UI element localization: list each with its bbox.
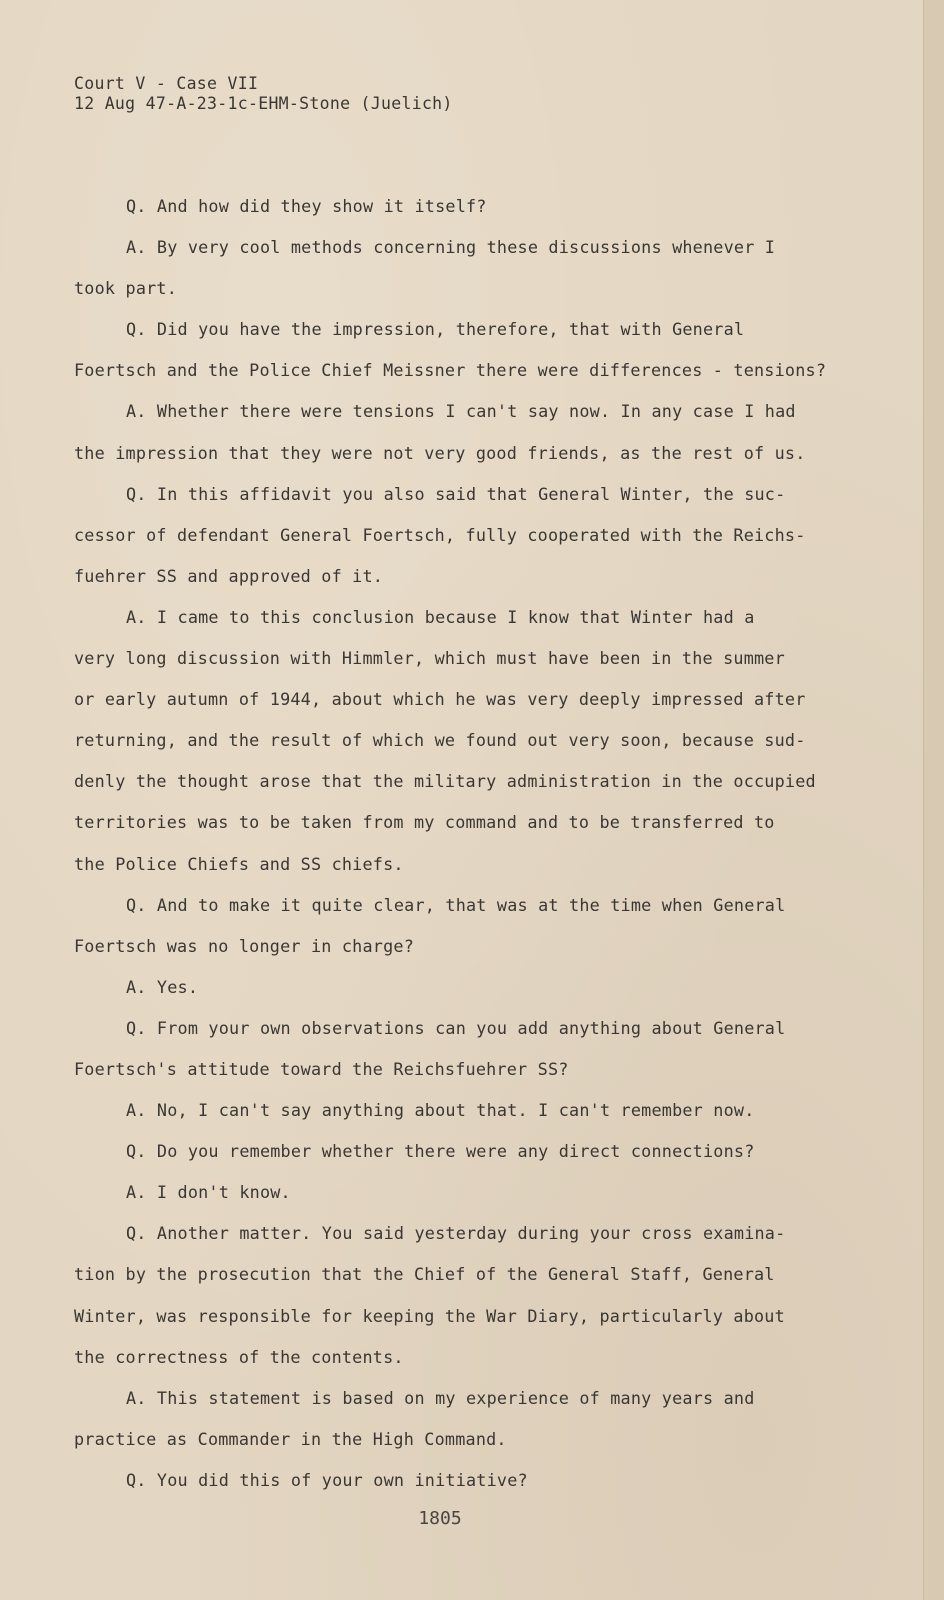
- text-line: A. This statement is based on my experience of many years and: [126, 1387, 755, 1408]
- text-line: territories was to be taken from my command and to be transferred to: [74, 812, 775, 833]
- text-line: took part.: [74, 278, 178, 299]
- date-reference-line: 12 Aug 47-A-23-1c-EHM-Stone (Juelich): [74, 94, 453, 113]
- text-line: Q. And how did they show it itself?: [126, 196, 487, 216]
- text-line: the Police Chiefs and SS chiefs.: [74, 853, 404, 874]
- text-line: Foertsch and the Police Chief Meissner there were differences - tensions?: [74, 360, 827, 381]
- text-line: A. Whether there were tensions I can't say now. In any case I had: [126, 401, 796, 422]
- text-line: Q. Did you have the impression, therefore, that with General: [126, 319, 745, 340]
- text-line: very long discussion with Himmler, which must have been in the summer: [74, 648, 785, 669]
- text-line: A. By very cool methods concerning these discussions whenever I: [126, 237, 776, 258]
- page-number: 1805: [418, 1508, 462, 1529]
- transcript-body: [74, 186, 834, 1501]
- court-case-line: Court V - Case VII: [74, 74, 259, 93]
- text-line: returning, and the result of which we found out very soon, because sud-: [74, 730, 806, 751]
- text-line: Q. Another matter. You said yesterday during your cross examina-: [126, 1223, 786, 1244]
- text-line: Foertsch was no longer in charge?: [74, 935, 415, 956]
- text-line: Q. And to make it quite clear, that was at the time when General: [126, 894, 786, 915]
- text-line: A. I don't know.: [126, 1182, 291, 1203]
- text-line: Q. In this affidavit you also said that General Winter, the suc-: [126, 483, 786, 504]
- text-line: A. I came to this conclusion because I know that Winter had a: [126, 606, 755, 627]
- text-line: Q. You did this of your own initiative?: [126, 1469, 528, 1490]
- text-line: Q. Do you remember whether there were any direct connections?: [126, 1141, 755, 1162]
- text-line: practice as Commander in the High Command.: [74, 1428, 507, 1449]
- text-line: Q. From your own observations can you add anything about General: [126, 1017, 786, 1038]
- text-line: Winter, was responsible for keeping the War Diary, particularly about: [74, 1305, 785, 1326]
- case-header: [74, 74, 453, 114]
- text-line: tion by the prosecution that the Chief of the General Staff, General: [74, 1264, 775, 1285]
- text-line: Foertsch's attitude toward the Reichsfuehrer SS?: [74, 1058, 569, 1079]
- page-edge: [923, 0, 944, 1600]
- text-line: A. No, I can't say anything about that. I can't remember now.: [126, 1100, 755, 1121]
- text-line: A. Yes.: [126, 976, 199, 997]
- text-line: cessor of defendant General Foertsch, fully cooperated with the Reichs-: [74, 524, 806, 545]
- text-line: the impression that they were not very good friends, as the rest of us.: [74, 442, 806, 463]
- text-line: fuehrer SS and approved of it.: [74, 565, 384, 586]
- text-line: denly the thought arose that the military administration in the occupied: [74, 771, 816, 792]
- text-line: the correctness of the contents.: [74, 1346, 404, 1367]
- text-line: or early autumn of 1944, about which he was very deeply impressed after: [74, 689, 806, 710]
